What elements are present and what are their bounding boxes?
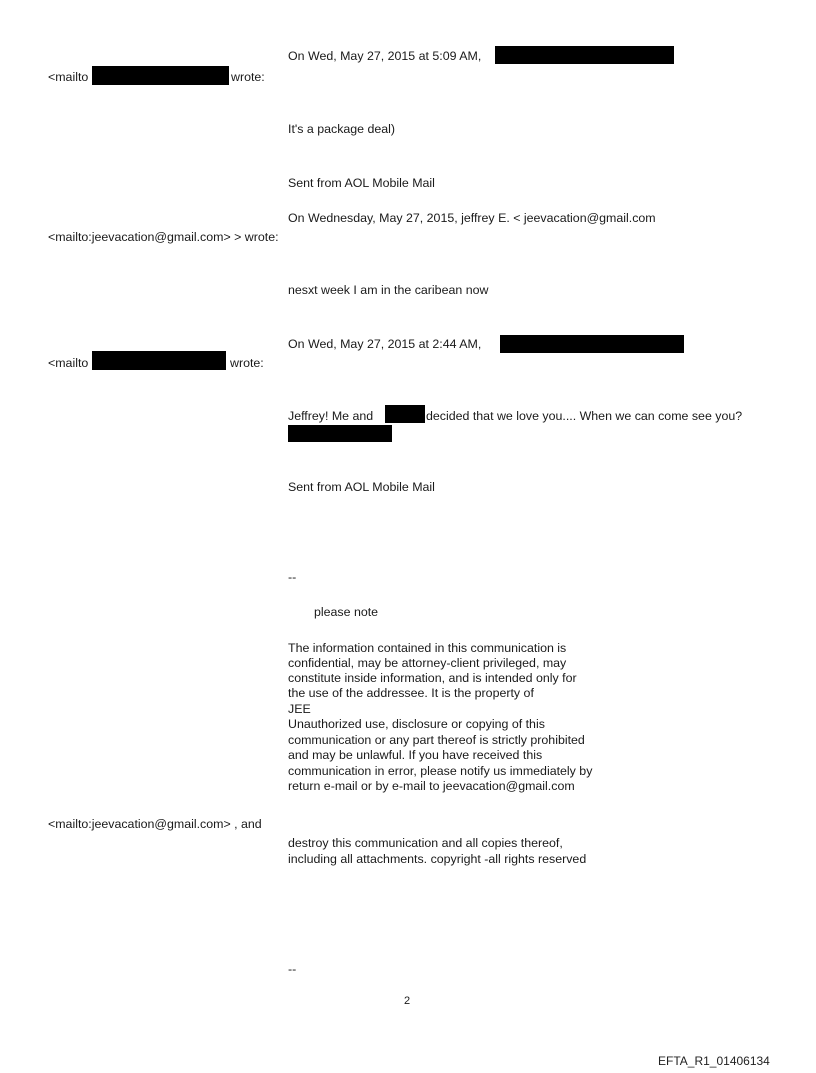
redaction-block xyxy=(92,351,226,370)
msg1-mailto: <mailto xyxy=(48,70,89,84)
disclaimer-tail-line: including all attachments. copyright -all rights reserved xyxy=(288,852,587,866)
redaction-block xyxy=(500,335,684,353)
redaction-block xyxy=(288,425,392,442)
page-number: 2 xyxy=(404,995,411,1007)
disclaimer-separator: -- xyxy=(288,570,297,584)
disclaimer-tail-line: destroy this communication and all copies thereof, xyxy=(288,836,563,850)
disclaimer-line: return e-mail or by e-mail to jeevacation@gmail.com xyxy=(288,779,575,793)
msg1-body: It's a package deal) xyxy=(288,122,396,136)
msg3-wrote: wrote: xyxy=(230,356,264,370)
msg1-header: On Wed, May 27, 2015 at 5:09 AM, xyxy=(288,49,482,63)
disclaimer-line: The information contained in this communication is xyxy=(288,641,567,655)
msg1-signature: Sent from AOL Mobile Mail xyxy=(288,176,435,190)
disclaimer-line: JEE xyxy=(288,702,311,716)
disclaimer-mailto: <mailto:jeevacation@gmail.com> , and xyxy=(48,817,262,831)
disclaimer-line: Unauthorized use, disclosure or copying of this xyxy=(288,717,545,731)
msg2-mailto: <mailto:jeevacation@gmail.com> > wrote: xyxy=(48,230,279,244)
msg1-wrote: wrote: xyxy=(231,70,265,84)
msg2-header: On Wednesday, May 27, 2015, jeffrey E. < jeevacation@gmail.com xyxy=(288,211,656,225)
document-id: EFTA_R1_01406134 xyxy=(658,1054,770,1068)
disclaimer-line: constitute inside information, and is intended only for xyxy=(288,671,577,685)
redaction-block xyxy=(92,66,229,85)
redaction-block xyxy=(495,46,674,64)
disclaimer-line: communication in error, please notify us immediately by xyxy=(288,764,593,778)
disclaimer-heading: please note xyxy=(314,605,379,619)
disclaimer-line: communication or any part thereof is strictly prohibited xyxy=(288,733,585,747)
msg3-mailto: <mailto xyxy=(48,356,89,370)
msg2-body: nesxt week I am in the caribean now xyxy=(288,283,489,297)
end-separator: -- xyxy=(288,962,297,976)
disclaimer-line: the use of the addressee. It is the property of xyxy=(288,686,534,700)
msg3-header: On Wed, May 27, 2015 at 2:44 AM, xyxy=(288,337,482,351)
msg3-body-part-b: decided that we love you.... When we can come see you? xyxy=(426,409,743,423)
msg3-body-part-a: Jeffrey! Me and xyxy=(288,409,374,423)
redaction-block xyxy=(385,405,425,423)
msg3-signature: Sent from AOL Mobile Mail xyxy=(288,480,435,494)
disclaimer-line: confidential, may be attorney-client privileged, may xyxy=(288,656,567,670)
disclaimer-line: and may be unlawful. If you have received this xyxy=(288,748,543,762)
